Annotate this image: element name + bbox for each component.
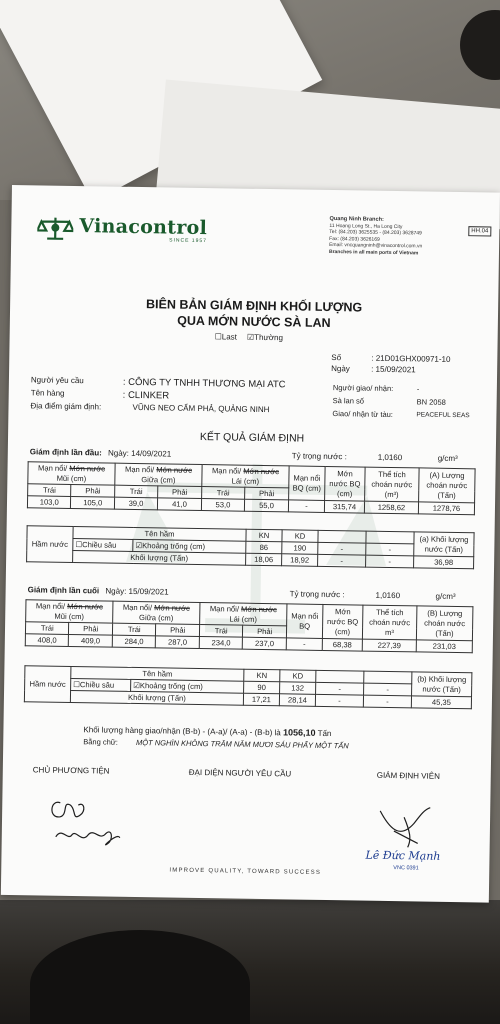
brand-since: SINCE 1957	[169, 237, 207, 245]
header-cell: Thể tích choán nước m³	[362, 605, 417, 640]
ngay-row	[331, 364, 416, 375]
phai-cell: Phải	[156, 624, 200, 637]
checkbox-thuong: ☑Thường	[246, 332, 284, 343]
last-density-value: 1,0160	[375, 590, 401, 601]
location-row	[30, 401, 270, 415]
header-cell: Mạn nổi/ Mớn nước Lái (cm)	[202, 465, 289, 488]
value-cell: 287,0	[156, 636, 200, 649]
tank-value: -	[364, 683, 412, 696]
value-cell: 315,74	[324, 500, 364, 513]
inspector-name: Lê Đức Mạnh	[365, 848, 441, 863]
header-cell: Mạn nổi BQ (cm)	[289, 466, 326, 501]
vessel-owner-signature	[41, 791, 132, 862]
so-value: : 21D01GHX00971-10	[371, 353, 451, 364]
kn-header: KN	[246, 529, 282, 542]
requester-row	[30, 375, 286, 391]
kd-header: KD	[282, 530, 318, 543]
cargo-mass-formula: Khối lượng hàng giao/nhận (B-b) - (A-a)/ (A-a) - (B-b) là	[83, 725, 281, 738]
value-cell: 408,0	[25, 634, 69, 647]
first-survey-date: Ngày: 14/09/2021	[107, 448, 172, 459]
brand-name: Vinacontrol	[79, 215, 208, 240]
tank-header: Tên hầm	[73, 527, 246, 542]
water-mass-label: (a) Khối lượng nước (Tấn)	[414, 532, 474, 557]
tank-value: -	[366, 555, 414, 568]
branch-line: 11 Hoang Long St., Ha Long City	[329, 222, 403, 230]
tank-header: Tên hầm	[71, 666, 244, 681]
document-page	[1, 185, 500, 903]
header-cell: Thể tích choán nước (m³)	[365, 467, 420, 502]
tank-value: 90	[244, 681, 280, 694]
giao-nhan-label: Người giao/ nhận:	[332, 383, 394, 394]
water-mass-value: 36,98	[414, 556, 474, 569]
first-density-label: Tỷ trọng nước :	[291, 451, 347, 462]
tank-cell	[364, 671, 412, 684]
location-label: Địa điểm giám định:	[30, 401, 102, 412]
cargo-mass-unit: Tấn	[317, 728, 332, 739]
value-cell: -	[288, 500, 324, 513]
header-cell: Mạn nổi BQ	[286, 604, 323, 639]
tank-value: -	[318, 542, 366, 555]
first-draft-table	[27, 461, 476, 515]
in-words-label: Bằng chữ:	[83, 737, 118, 747]
kd-header: KD	[280, 670, 316, 683]
value-cell: -	[286, 638, 322, 651]
phai-cell: Phải	[69, 622, 113, 635]
tank-cell	[318, 530, 366, 543]
so-label: Số	[331, 353, 342, 363]
amount-in-words-line	[83, 737, 349, 750]
inspector-signature	[374, 803, 445, 852]
tank-value: -	[363, 695, 411, 708]
last-survey-date: Ngày: 15/09/2021	[105, 586, 169, 597]
requester-label: Người yêu cầu	[30, 375, 84, 386]
phai-cell: Phải	[245, 487, 289, 500]
ngay-value: : 15/09/2021	[371, 364, 416, 375]
water-mass-value: 45,35	[411, 696, 471, 709]
value-cell: 284,0	[112, 635, 156, 648]
mass-label: Khối lượng (Tấn)	[73, 550, 246, 565]
so-row	[331, 353, 451, 364]
vessel-value: PEACEFUL SEAS	[416, 411, 470, 420]
value-cell: 234,0	[199, 636, 243, 649]
trai-cell: Trái	[115, 485, 158, 498]
in-words-value: MỘT NGHÌN KHÔNG TRĂM NĂM MƯƠI SÁU PHẨY MỘT TẤN	[135, 738, 349, 751]
tank-value: 190	[282, 542, 318, 555]
tank-value: 132	[280, 682, 316, 695]
requester-value: : CÔNG TY TNHH THƯƠNG MẠI ATC	[122, 376, 286, 391]
mass-label: Khối lượng (Tấn)	[70, 690, 243, 705]
giao-nhan-row	[332, 383, 420, 394]
value-cell: 41,0	[157, 498, 201, 511]
trai-cell: Trái	[112, 623, 156, 636]
tank-label: Hầm nước	[24, 666, 71, 703]
footer-slogan: IMPROVE QUALITY, TOWARD SUCCESS	[169, 867, 322, 876]
giao-nhan-value: -	[416, 384, 420, 394]
tank-cell	[316, 670, 364, 683]
first-tank-table	[26, 525, 475, 569]
value-cell: 227,39	[362, 639, 416, 652]
phai-cell: Phải	[71, 484, 115, 497]
cargo-mass-value: 1056,10	[282, 727, 316, 738]
kn-header: KN	[244, 669, 280, 682]
phai-cell: Phải	[158, 486, 202, 499]
doc-title: BIÊN BẢN GIÁM ĐỊNH KHỐI LƯỢNG	[145, 297, 363, 315]
value-cell: 39,0	[114, 497, 157, 510]
doc-subtitle: QUA MỚN NƯỚC SÀ LAN	[177, 313, 331, 331]
barge-label: Sà lan số	[332, 396, 365, 406]
depth-option: ☐Chiều sâu	[73, 539, 133, 552]
value-cell: 409,0	[69, 634, 113, 647]
trai-cell: Trái	[202, 487, 245, 500]
last-survey-line	[27, 585, 456, 602]
vessel-owner-label: CHỦ PHƯƠNG TIỆN	[32, 765, 110, 776]
gap-option: ☑Khoảng trống (cm)	[133, 539, 246, 553]
branch-title: Quang Ninh Branch:	[329, 215, 384, 223]
first-survey-label: Giám định lần đầu:	[29, 447, 102, 458]
trai-cell: Trái	[25, 622, 69, 635]
vessel-label: Giao/ nhận từ tàu:	[332, 409, 393, 420]
tank-value: -	[318, 554, 366, 567]
branch-line: Branches in all main ports of Vietnam	[328, 248, 419, 256]
goods-value: : CLINKER	[122, 389, 170, 402]
header-cell: Mớn nước BQ (cm)	[322, 604, 363, 639]
vessel-row	[332, 409, 470, 420]
header-cell: Mạn nổi/ Mớn nước Mũi (cm)	[28, 462, 115, 485]
tank-value: 18,06	[246, 553, 282, 566]
last-tank-table	[24, 665, 473, 709]
requester-rep-label: ĐẠI DIỆN NGƯỜI YÊU CẦU	[188, 767, 292, 779]
last-density-label: Tỷ trọng nước :	[289, 589, 345, 600]
header-cell: Mạn nổi/ Mớn nước Lái (cm)	[200, 603, 287, 626]
trai-cell: Trái	[28, 484, 72, 497]
depth-option: ☐Chiều sâu	[71, 678, 131, 691]
goods-row	[30, 388, 170, 402]
tank-value: 86	[246, 541, 282, 554]
tank-value: 28,14	[279, 694, 315, 707]
phai-cell: Phải	[243, 625, 287, 638]
header-cell: (B) Lượng choán nước (Tấn)	[416, 606, 473, 641]
tank-value: 18,92	[282, 554, 318, 567]
barge-value: BN 2058	[416, 397, 446, 407]
value-cell: 237,0	[243, 637, 287, 650]
first-density-value: 1,0160	[377, 452, 403, 463]
result-title: KẾT QUẢ GIÁM ĐỊNH	[199, 430, 305, 445]
first-survey-line	[29, 447, 458, 464]
value-cell: 1278,76	[418, 502, 474, 515]
inspector-label: GIÁM ĐỊNH VIÊN	[376, 770, 440, 781]
last-density-unit: g/cm³	[435, 591, 456, 602]
header-cell: Mạn nổi/ Mớn nước Giữa (cm)	[115, 463, 202, 486]
checkbox-last: ☐Last	[214, 332, 238, 342]
header-cell: Mạn nổi/ Mớn nước Mũi (cm)	[26, 600, 113, 623]
inspector-code: VNC 0391	[393, 865, 419, 872]
value-cell: 231,03	[416, 640, 472, 653]
value-cell: 53,0	[201, 499, 244, 512]
branch-address	[329, 216, 470, 257]
tank-value: -	[366, 543, 414, 556]
ngay-label: Ngày	[331, 364, 350, 374]
tank-value: 17,21	[243, 693, 279, 706]
scales-logo-icon	[37, 215, 73, 242]
value-cell: 1258,62	[364, 501, 418, 514]
doc-code: HH.04	[468, 226, 491, 236]
location-value: VŨNG NEO CẨM PHẢ, QUẢNG NINH	[132, 402, 270, 415]
value-cell: 105,0	[71, 496, 115, 509]
first-density-unit: g/cm³	[437, 453, 458, 464]
gap-option: ☑Khoảng trống (cm)	[131, 679, 244, 693]
branch-line: Email: vncquangninh@vinacontrol.com.vn	[329, 241, 423, 250]
branch-line: Fax: (84.203) 3626169	[329, 235, 380, 243]
trai-cell: Trái	[199, 625, 243, 638]
header-cell: (A) Lượng choán nước (Tấn)	[419, 468, 476, 503]
last-draft-table	[25, 599, 474, 653]
cargo-mass-line	[83, 724, 331, 738]
type-checkboxes	[215, 332, 283, 342]
branch-line: Tel: (84.203) 3625535 - (84.203) 3628749	[329, 228, 422, 237]
vinacontrol-logo	[37, 215, 207, 244]
tank-cell	[366, 531, 414, 544]
header-cell: Mạn nổi/ Mớn nước Giữa (cm)	[113, 601, 200, 624]
value-cell: 68,38	[322, 638, 362, 651]
value-cell: 103,0	[27, 496, 71, 509]
goods-label: Tên hàng	[30, 388, 65, 398]
tank-value: -	[316, 682, 364, 695]
tank-value: -	[315, 694, 363, 707]
water-mass-label: (b) Khối lượng nước (Tấn)	[412, 672, 472, 697]
barge-row	[332, 396, 446, 407]
value-cell: 55,0	[244, 499, 288, 512]
header-cell: Mớn nước BQ (cm)	[325, 466, 366, 501]
last-survey-label: Giám định lần cuối	[27, 585, 100, 596]
tank-label: Hầm nước	[27, 526, 74, 563]
